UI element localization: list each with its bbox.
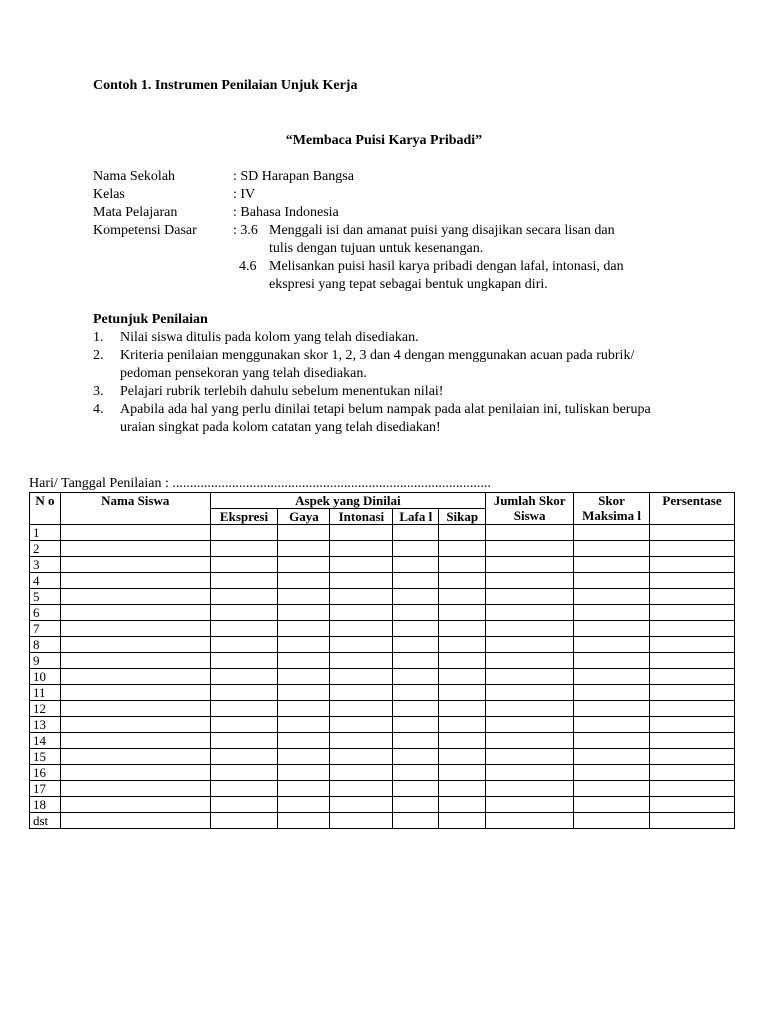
table-row	[30, 749, 735, 765]
table-cell	[486, 781, 574, 797]
table-cell	[439, 541, 486, 557]
table-cell	[486, 653, 574, 669]
table-cell	[439, 781, 486, 797]
table-cell	[649, 573, 734, 589]
table-cell	[486, 733, 574, 749]
table-cell	[649, 541, 734, 557]
table-cell	[210, 701, 278, 717]
table-cell	[574, 669, 650, 685]
table-cell	[278, 765, 330, 781]
table-cell	[439, 605, 486, 621]
table-cell	[486, 685, 574, 701]
table-cell	[486, 701, 574, 717]
table-cell	[330, 717, 393, 733]
row-number: dst	[30, 813, 61, 829]
table-cell	[439, 813, 486, 829]
table-cell	[439, 653, 486, 669]
table-cell	[486, 637, 574, 653]
table-cell	[210, 669, 278, 685]
table-header-row	[30, 493, 735, 509]
header-percentage: Persentase	[649, 493, 734, 525]
table-row	[30, 573, 735, 589]
table-cell	[486, 717, 574, 733]
table-cell	[393, 669, 439, 685]
table-row	[30, 717, 735, 733]
info-label: Nama Sekolah	[93, 169, 176, 184]
table-cell	[60, 653, 210, 669]
list-item	[93, 401, 683, 437]
table-row	[30, 797, 735, 813]
info-value: : Bahasa Indonesia	[233, 205, 339, 220]
info-value: : SD Harapan Bangsa	[233, 169, 354, 184]
row-number: 3	[30, 557, 61, 573]
header-total-score: Jumlah Skor Siswa	[486, 493, 574, 525]
row-number: 17	[30, 781, 61, 797]
table-cell	[278, 637, 330, 653]
table-cell	[278, 653, 330, 669]
table-cell	[330, 781, 393, 797]
table-cell	[574, 813, 650, 829]
table-row	[30, 765, 735, 781]
table-cell	[649, 797, 734, 813]
table-cell	[393, 701, 439, 717]
table-cell	[393, 749, 439, 765]
list-text: Kriteria penilaian menggunakan skor 1, 2, 3 dan 4 dengan menggunakan acuan pada rubrik/ pedoman pensekoran yang telah disediakan.	[120, 348, 635, 381]
table-cell	[210, 541, 278, 557]
table-cell	[649, 669, 734, 685]
table-cell	[330, 605, 393, 621]
row-number: 18	[30, 797, 61, 813]
table-cell	[330, 813, 393, 829]
table-cell	[60, 701, 210, 717]
table-cell	[330, 749, 393, 765]
table-cell	[278, 749, 330, 765]
table-cell	[393, 541, 439, 557]
table-cell	[330, 733, 393, 749]
list-item	[93, 347, 683, 383]
table-cell	[278, 685, 330, 701]
list-text: Apabila ada hal yang perlu dinilai tetapi belum nampak pada alat penilaian ini, tuliskan berupa uraian singkat pada kolom catatan yang telah disediakan!	[120, 402, 651, 435]
row-number: 5	[30, 589, 61, 605]
table-cell	[574, 541, 650, 557]
table-cell	[210, 637, 278, 653]
table-cell	[330, 541, 393, 557]
table-cell	[60, 621, 210, 637]
table-cell	[649, 813, 734, 829]
kd-text-line: Menggali isi dan amanat puisi yang disajikan secara lisan dan	[269, 223, 615, 238]
table-cell	[439, 685, 486, 701]
kd-number: : 3.6	[233, 223, 258, 238]
table-cell	[486, 813, 574, 829]
table-cell	[60, 813, 210, 829]
table-cell	[278, 669, 330, 685]
row-number: 6	[30, 605, 61, 621]
table-cell	[574, 653, 650, 669]
table-cell	[210, 765, 278, 781]
header-no	[30, 493, 61, 525]
table-cell	[574, 733, 650, 749]
table-cell	[278, 589, 330, 605]
table-cell	[393, 557, 439, 573]
table-cell	[330, 669, 393, 685]
header-ekspresi: Ekspresi	[210, 509, 278, 525]
table-cell	[330, 701, 393, 717]
table-cell	[574, 589, 650, 605]
table-cell	[439, 589, 486, 605]
table-cell	[574, 637, 650, 653]
table-cell	[278, 797, 330, 813]
table-cell	[393, 685, 439, 701]
table-cell	[486, 525, 574, 541]
list-number: 3.	[93, 384, 104, 399]
table-cell	[330, 765, 393, 781]
assessment-date-line	[29, 475, 491, 493]
table-cell	[649, 653, 734, 669]
table-cell	[330, 621, 393, 637]
kd-text	[269, 258, 713, 294]
table-cell	[439, 621, 486, 637]
info-row-kd	[93, 222, 713, 294]
table-row	[30, 637, 735, 653]
table-cell	[393, 781, 439, 797]
table-cell	[574, 685, 650, 701]
table-cell	[649, 781, 734, 797]
table-cell	[330, 637, 393, 653]
document-title: “Membaca Puisi Karya Pribadi”	[285, 133, 483, 148]
date-label: Hari/ Tanggal Penilaian	[29, 476, 162, 491]
header-sikap: Sikap	[439, 509, 486, 525]
table-cell	[393, 605, 439, 621]
table-cell	[486, 765, 574, 781]
table-cell	[574, 621, 650, 637]
table-cell	[393, 717, 439, 733]
row-number: 2	[30, 541, 61, 557]
table-cell	[439, 717, 486, 733]
row-number: 8	[30, 637, 61, 653]
info-label: Kompetensi Dasar	[93, 223, 197, 238]
table-cell	[278, 717, 330, 733]
info-label: Kelas	[93, 187, 125, 202]
table-cell	[278, 525, 330, 541]
table-cell	[649, 621, 734, 637]
table-cell	[210, 749, 278, 765]
table-cell	[439, 765, 486, 781]
info-row-subject	[93, 204, 713, 222]
table-row	[30, 621, 735, 637]
kd-text	[269, 222, 713, 258]
table-cell	[649, 701, 734, 717]
table-cell	[574, 717, 650, 733]
table-cell	[393, 813, 439, 829]
table-cell	[210, 525, 278, 541]
table-cell	[649, 733, 734, 749]
row-number: 12	[30, 701, 61, 717]
table-cell	[60, 589, 210, 605]
row-number: 10	[30, 669, 61, 685]
table-cell	[210, 589, 278, 605]
table-cell	[278, 557, 330, 573]
table-row	[30, 605, 735, 621]
table-cell	[439, 701, 486, 717]
table-cell	[649, 637, 734, 653]
header-max-score: Skor Maksima l	[574, 493, 650, 525]
header-text: N o	[35, 493, 55, 508]
table-cell	[60, 525, 210, 541]
list-text: Nilai siswa ditulis pada kolom yang telah disediakan.	[120, 330, 419, 345]
table-cell	[574, 701, 650, 717]
instructions-title: Petunjuk Penilaian	[93, 312, 208, 327]
row-number: 7	[30, 621, 61, 637]
list-number: 2.	[93, 348, 104, 363]
row-number: 1	[30, 525, 61, 541]
table-cell	[439, 797, 486, 813]
table-cell	[574, 605, 650, 621]
date-value: : ...........................................................................................	[165, 476, 491, 491]
list-number: 1.	[93, 330, 104, 345]
table-cell	[574, 797, 650, 813]
table-cell	[60, 781, 210, 797]
table-cell	[330, 685, 393, 701]
kd-text-line: ekspresi yang tepat sebagai bentuk ungkapan diri.	[269, 277, 548, 292]
header-name: Nama Siswa	[60, 493, 210, 525]
info-value: : IV	[233, 187, 256, 202]
kd-item	[233, 222, 713, 258]
table-cell	[393, 733, 439, 749]
table-cell	[649, 589, 734, 605]
table-cell	[278, 605, 330, 621]
table-cell	[210, 813, 278, 829]
list-item	[93, 329, 683, 347]
table-cell	[393, 573, 439, 589]
row-number: 16	[30, 765, 61, 781]
list-text: Pelajari rubrik terlebih dahulu sebelum menentukan nilai!	[120, 384, 444, 399]
table-row	[30, 541, 735, 557]
table-cell	[574, 781, 650, 797]
kd-item	[233, 258, 713, 294]
table-cell	[278, 733, 330, 749]
table-cell	[210, 653, 278, 669]
table-cell	[486, 749, 574, 765]
table-cell	[649, 749, 734, 765]
table-cell	[574, 573, 650, 589]
table-cell	[439, 525, 486, 541]
table-row	[30, 701, 735, 717]
table-cell	[439, 733, 486, 749]
table-cell	[60, 573, 210, 589]
table-cell	[278, 781, 330, 797]
table-cell	[278, 573, 330, 589]
table-cell	[439, 749, 486, 765]
table-cell	[210, 605, 278, 621]
list-item	[93, 383, 683, 401]
table-cell	[574, 525, 650, 541]
table-cell	[60, 749, 210, 765]
table-cell	[393, 637, 439, 653]
table-cell	[439, 669, 486, 685]
assessment-table	[29, 492, 735, 829]
table-cell	[439, 557, 486, 573]
table-row	[30, 813, 735, 829]
kd-number: 4.6	[239, 259, 257, 274]
table-cell	[210, 733, 278, 749]
table-cell	[486, 557, 574, 573]
instructions-list	[93, 329, 683, 437]
header-gaya: Gaya	[278, 509, 330, 525]
table-cell	[60, 685, 210, 701]
table-cell	[278, 541, 330, 557]
table-cell	[393, 525, 439, 541]
table-cell	[574, 765, 650, 781]
table-cell	[649, 557, 734, 573]
table-cell	[393, 621, 439, 637]
table-cell	[649, 605, 734, 621]
table-cell	[574, 557, 650, 573]
table-cell	[330, 557, 393, 573]
table-cell	[486, 621, 574, 637]
list-number: 4.	[93, 402, 104, 417]
row-number: 9	[30, 653, 61, 669]
table-cell	[439, 637, 486, 653]
table-cell	[330, 797, 393, 813]
table-row	[30, 685, 735, 701]
kd-list	[233, 222, 713, 294]
table-cell	[210, 797, 278, 813]
table-body	[30, 525, 735, 829]
table-cell	[278, 621, 330, 637]
table-cell	[393, 653, 439, 669]
info-row-school	[93, 168, 713, 186]
row-number: 15	[30, 749, 61, 765]
table-row	[30, 557, 735, 573]
table-cell	[60, 717, 210, 733]
row-number: 11	[30, 685, 61, 701]
row-number: 14	[30, 733, 61, 749]
table-cell	[649, 765, 734, 781]
header-aspect: Aspek yang Dinilai	[210, 493, 486, 509]
table-cell	[278, 813, 330, 829]
row-number: 13	[30, 717, 61, 733]
table-cell	[486, 669, 574, 685]
header-lafal: Lafa l	[393, 509, 439, 525]
table-cell	[486, 541, 574, 557]
table-cell	[649, 685, 734, 701]
table-cell	[210, 573, 278, 589]
table-cell	[486, 589, 574, 605]
table-row	[30, 653, 735, 669]
table-cell	[60, 557, 210, 573]
table-cell	[60, 765, 210, 781]
table-cell	[393, 797, 439, 813]
table-cell	[486, 797, 574, 813]
table-cell	[60, 669, 210, 685]
table-cell	[330, 589, 393, 605]
table-cell	[330, 653, 393, 669]
row-number: 4	[30, 573, 61, 589]
table-cell	[210, 781, 278, 797]
table-cell	[60, 637, 210, 653]
kd-text-line: Melisankan puisi hasil karya pribadi dengan lafal, intonasi, dan	[269, 259, 624, 274]
table-cell	[60, 733, 210, 749]
table-cell	[278, 701, 330, 717]
info-row-class	[93, 186, 713, 204]
table-row	[30, 589, 735, 605]
table-cell	[60, 605, 210, 621]
table-cell	[60, 541, 210, 557]
table-cell	[649, 525, 734, 541]
table-cell	[649, 717, 734, 733]
header-intonasi: Intonasi	[330, 509, 393, 525]
identity-info	[93, 168, 713, 294]
table-row	[30, 525, 735, 541]
table-cell	[210, 717, 278, 733]
table-cell	[330, 525, 393, 541]
table-cell	[439, 573, 486, 589]
table-cell	[393, 589, 439, 605]
table-cell	[330, 573, 393, 589]
info-label: Mata Pelajaran	[93, 205, 178, 220]
table-cell	[210, 557, 278, 573]
document-heading: Contoh 1. Instrumen Penilaian Unjuk Kerja	[93, 78, 358, 93]
table-cell	[210, 685, 278, 701]
kd-text-line: tulis dengan tujuan untuk kesenangan.	[269, 241, 484, 256]
table-row	[30, 781, 735, 797]
table-cell	[210, 621, 278, 637]
table-cell	[60, 797, 210, 813]
table-row	[30, 733, 735, 749]
table-row	[30, 669, 735, 685]
table-cell	[574, 749, 650, 765]
table-cell	[486, 573, 574, 589]
table-cell	[486, 605, 574, 621]
table-cell	[393, 765, 439, 781]
